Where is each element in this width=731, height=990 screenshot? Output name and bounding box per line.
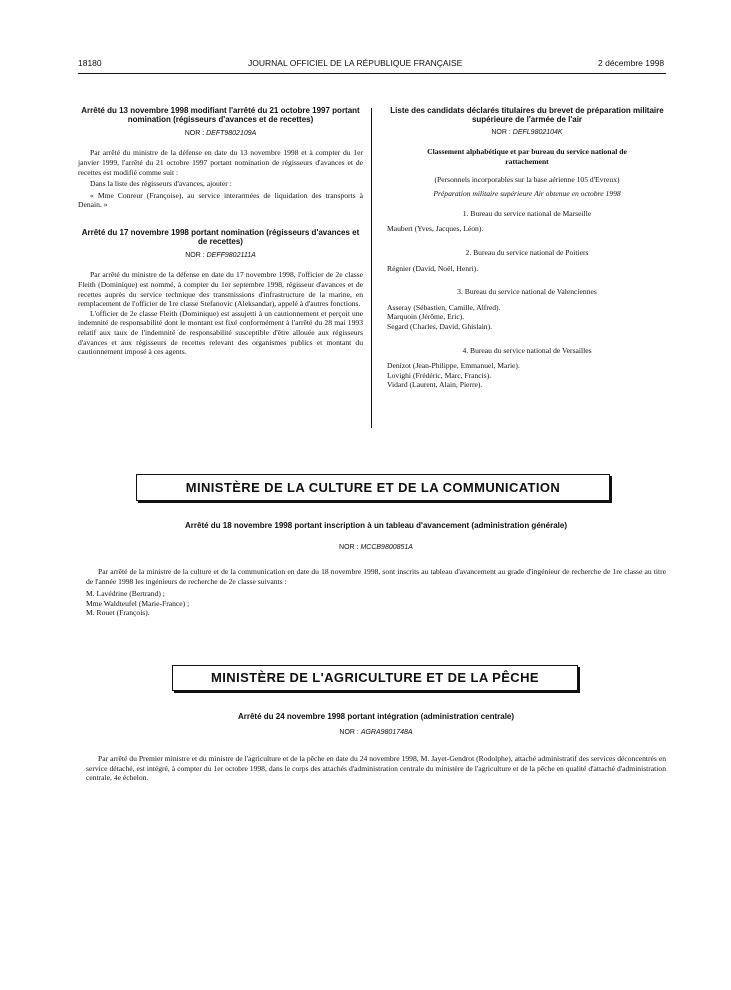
article-title: Arrêté du 18 novembre 1998 portant inscription à un tableau d'avancement (administration générale) [185,521,567,530]
issue-date: 2 décembre 1998 [598,58,665,68]
paragraph: « Mme Conreur (Françoise), au service interarmées de liquidation des transports à Denain. » [78,190,363,210]
list-item: Marquoin (Jérôme, Eric). [387,312,465,322]
list-item: M. Rouet (François). [86,608,150,618]
bureau-heading: 2. Bureau du service national de Poitiers [465,247,589,257]
list-italic-line: Préparation militaire supérieure Air obtenue en octobre 1998 [433,189,621,199]
name-list [86,589,666,618]
list-note: (Personnels incorporables sur la base aérienne 105 d'Evreux) [434,174,620,184]
article-title: Arrêté du 24 novembre 1998 portant intégration (administration centrale) [237,712,515,721]
header-rule [78,73,666,74]
paragraph: Par arrêté du Premier ministre et du ministre de l'agriculture et de la pêche en date du 24 novembre 1998, M. Jayet-Gendrot (Rodolphe), attaché administratif des services déconcentrés en service détaché, est intégré, à compter du 1er octobre 1998, dans le corps des attachés d'administration centrale du ministère de l'agriculture et de la pêche en qualité d'attaché d'administration centrale, 4e échelon. [86,754,666,783]
nor-code: AGRA9801748A [360,729,413,736]
nor-label: NOR : [184,129,205,137]
nor-reference [387,128,667,138]
bureau-heading: 4. Bureau du service national de Versailles [462,345,592,355]
list-item: Asseray (Sébastien, Camille, Alfred). [387,302,501,312]
paragraph: Par arrêté du ministre de la défense en date du 13 novembre 1998 et à compter du 1er janvier 1999, l'arrêté du 21 octobre 1997 portant nomination de régisseurs d'avances et de recettes est modifié comme suit : [78,148,363,177]
nor-code: MCCB9800851A [360,544,413,551]
name-list [387,224,667,234]
list-subtitle: Classement alphabétique et par bureau du service national de rattachement [427,147,627,166]
nor-label: NOR : [491,128,511,136]
nor-label: NOR : [185,251,205,259]
article-title: Arrêté du 13 novembre 1998 modifiant l'arrêté du 21 octobre 1997 portant nomination (régisseurs d'avances et de recettes) [81,106,360,125]
nor-reference [78,129,363,139]
right-column [387,106,667,390]
list-item: Régnier (David, Noël, Henri). [387,263,479,273]
column-divider [371,108,372,428]
bureau-heading: 1. Bureau du service national de Marseille [462,208,592,218]
page-number: 18180 [78,58,102,68]
list-item: M. Lavédrine (Bertrand) ; [86,589,165,599]
name-list [387,303,667,332]
list-item: Lovighi (Frédéric, Marc, Francis). [387,370,492,380]
nor-reference [86,729,666,736]
nor-label: NOR : [339,729,359,736]
nor-code: DEFL9802104K [512,128,563,136]
list-item: Maubert (Yves, Jacques, Léon). [387,224,484,234]
list-item: Mme Waldteufel (Marie-France) ; [86,598,190,608]
list-item: Vidard (Laurent, Alain, Pierre). [387,380,483,390]
name-list [387,361,667,390]
paragraph: Dans la liste des régisseurs d'avances, ajouter : [90,179,232,189]
nor-code: DEFT9802109A [206,129,257,137]
name-list [387,264,667,274]
paragraph: L'officier de 2e classe Fleith (Dominique) est assujetti à un cautionnement et perçoit une indemnité de responsabilité dont le montant est fixé conformément à l'arrêté du 28 mai 1993 relatif aux taux de l'indemnité de responsabilité susceptible d'être allouée aux régisseurs d'avances et aux régisseurs de recettes relevant des organismes publics et montant du cautionnement imposé à ces agents. [78,308,363,357]
list-item: Segard (Charles, David, Ghislain). [387,321,493,331]
culture-body [86,567,666,618]
article-title: Liste des candidats déclarés titulaires du brevet de préparation militaire supérieure de l'armée de l'air [390,106,664,125]
left-column [78,106,363,357]
ministry-banner-agriculture: MINISTÈRE DE L'AGRICULTURE ET DE LA PÊCHE [172,665,578,691]
agriculture-body [86,754,666,783]
nor-reference [86,544,666,551]
bureau-heading: 3. Bureau du service national de Valenciennes [457,287,597,297]
nor-reference [78,251,363,261]
nor-label: NOR : [339,544,359,551]
paragraph: Par arrêté du ministre de la défense en date du 17 novembre 1998, l'officier de 2e classe Fleith (Dominique) est nommé, à compter du 1er septembre 1998, régisseur d'avances et de recettes auprès du service technique des transmissions d'infrastructure de la marine, en remplacement de l'officier de 1re classe Stefanovic (Aleksandar), appelé à d'autres fonctions. [78,270,363,309]
list-item: Denizot (Jean-Philippe, Emmanuel, Marie). [387,361,520,371]
article-title: Arrêté du 17 novembre 1998 portant nomination (régisseurs d'avances et de recettes) [81,227,360,247]
paragraph: Par arrêté de la ministre de la culture et de la communication en date du 18 novembre 1998, sont inscrits au tableau d'avancement au grade d'ingénieur de recherche de 1re classe au titre de l'année 1998 les ingénieurs de recherche de 2e classe suivants : [86,567,666,586]
journal-title: JOURNAL OFFICIEL DE LA RÉPUBLIQUE FRANÇAISE [248,58,463,68]
ministry-banner-culture: MINISTÈRE DE LA CULTURE ET DE LA COMMUNICATION [136,474,610,501]
nor-code: DEFF9802111A [206,251,256,259]
